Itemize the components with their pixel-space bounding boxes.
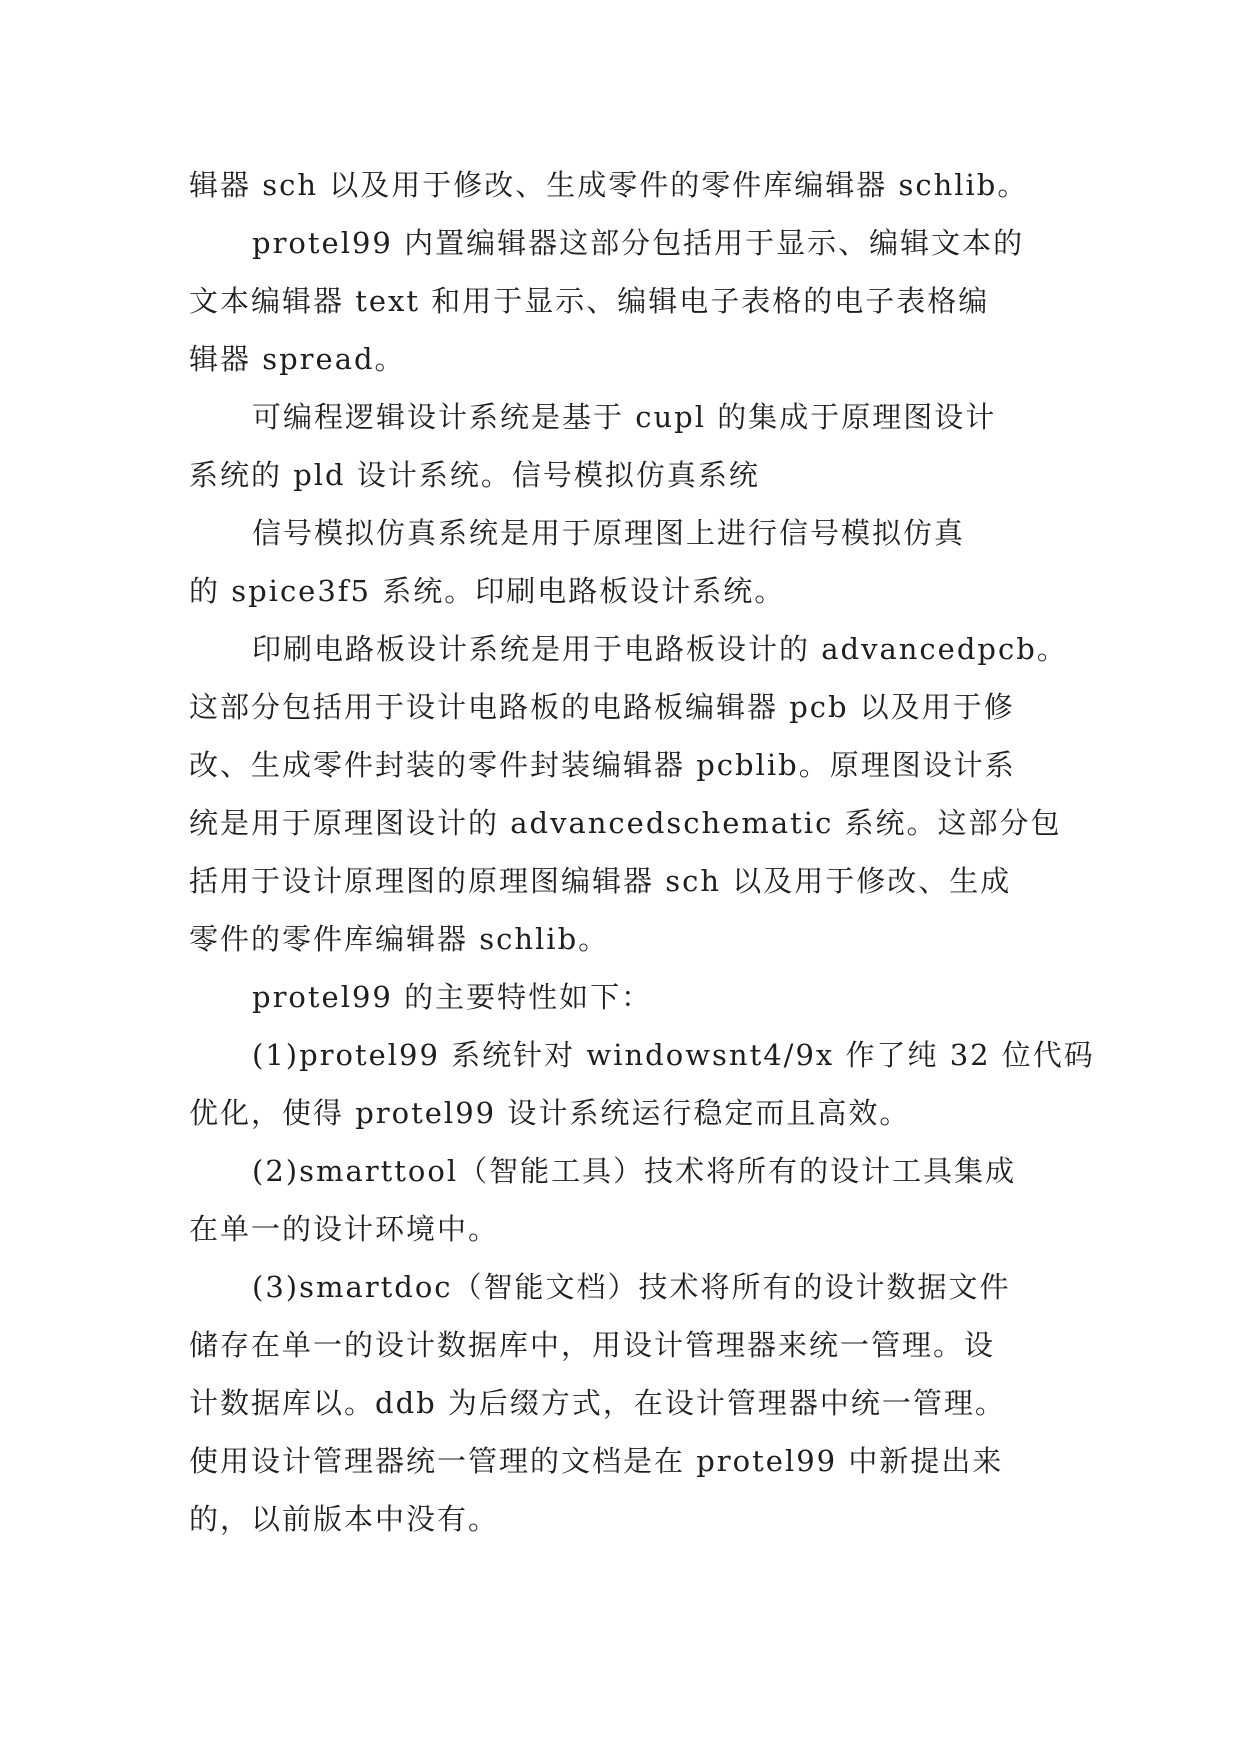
text-line: 系统的 pld 设计系统。信号模拟仿真系统	[189, 458, 760, 492]
text-line: 储存在单一的设计数据库中，用设计管理器来统一管理。设	[189, 1328, 996, 1362]
text-line: 印刷电路板设计系统是用于电路板设计的 advancedpcb。	[252, 632, 1068, 666]
text-line: 可编程逻辑设计系统是基于 cupl 的集成于原理图设计	[252, 400, 997, 434]
text-line: 计数据库以。ddb 为后缀方式，在设计管理器中统一管理。	[189, 1386, 1006, 1420]
text-line: protel99 内置编辑器这部分包括用于显示、编辑文本的	[252, 226, 1025, 260]
text-line: 信号模拟仿真系统是用于原理图上进行信号模拟仿真	[252, 516, 966, 550]
text-line: 辑器 spread。	[189, 342, 406, 376]
text-line: 的，以前版本中没有。	[189, 1502, 500, 1536]
text-line: 辑器 sch 以及用于修改、生成零件的零件库编辑器 schlib。	[189, 168, 1029, 202]
text-line: 括用于设计原理图的原理图编辑器 sch 以及用于修改、生成	[189, 864, 1012, 898]
text-line: protel99 的主要特性如下：	[252, 980, 653, 1014]
text-line: (1)protel99 系统针对 windowsnt4/9x 作了纯 32 位代码	[252, 1038, 1095, 1072]
text-line: 文本编辑器 text 和用于显示、编辑电子表格的电子表格编	[189, 284, 990, 318]
text-line: (2)smarttool（智能工具）技术将所有的设计工具集成	[252, 1154, 1017, 1188]
body-text	[189, 156, 1095, 1548]
text-line: 在单一的设计环境中。	[189, 1212, 500, 1246]
text-line: (3)smartdoc（智能文档）技术将所有的设计数据文件	[252, 1270, 1011, 1304]
text-line: 优化，使得 protel99 设计系统运行稳定而且高效。	[189, 1096, 911, 1130]
text-line: 统是用于原理图设计的 advancedschematic 系统。这部分包	[189, 806, 1062, 840]
text-line: 零件的零件库编辑器 schlib。	[189, 922, 610, 956]
text-line: 改、生成零件封装的零件封装编辑器 pcblib。原理图设计系	[189, 748, 1016, 782]
text-line: 这部分包括用于设计电路板的电路板编辑器 pcb 以及用于修	[189, 690, 1015, 724]
text-line: 的 spice3f5 系统。印刷电路板设计系统。	[189, 574, 786, 608]
text-line: 使用设计管理器统一管理的文档是在 protel99 中新提出来	[189, 1444, 1004, 1478]
